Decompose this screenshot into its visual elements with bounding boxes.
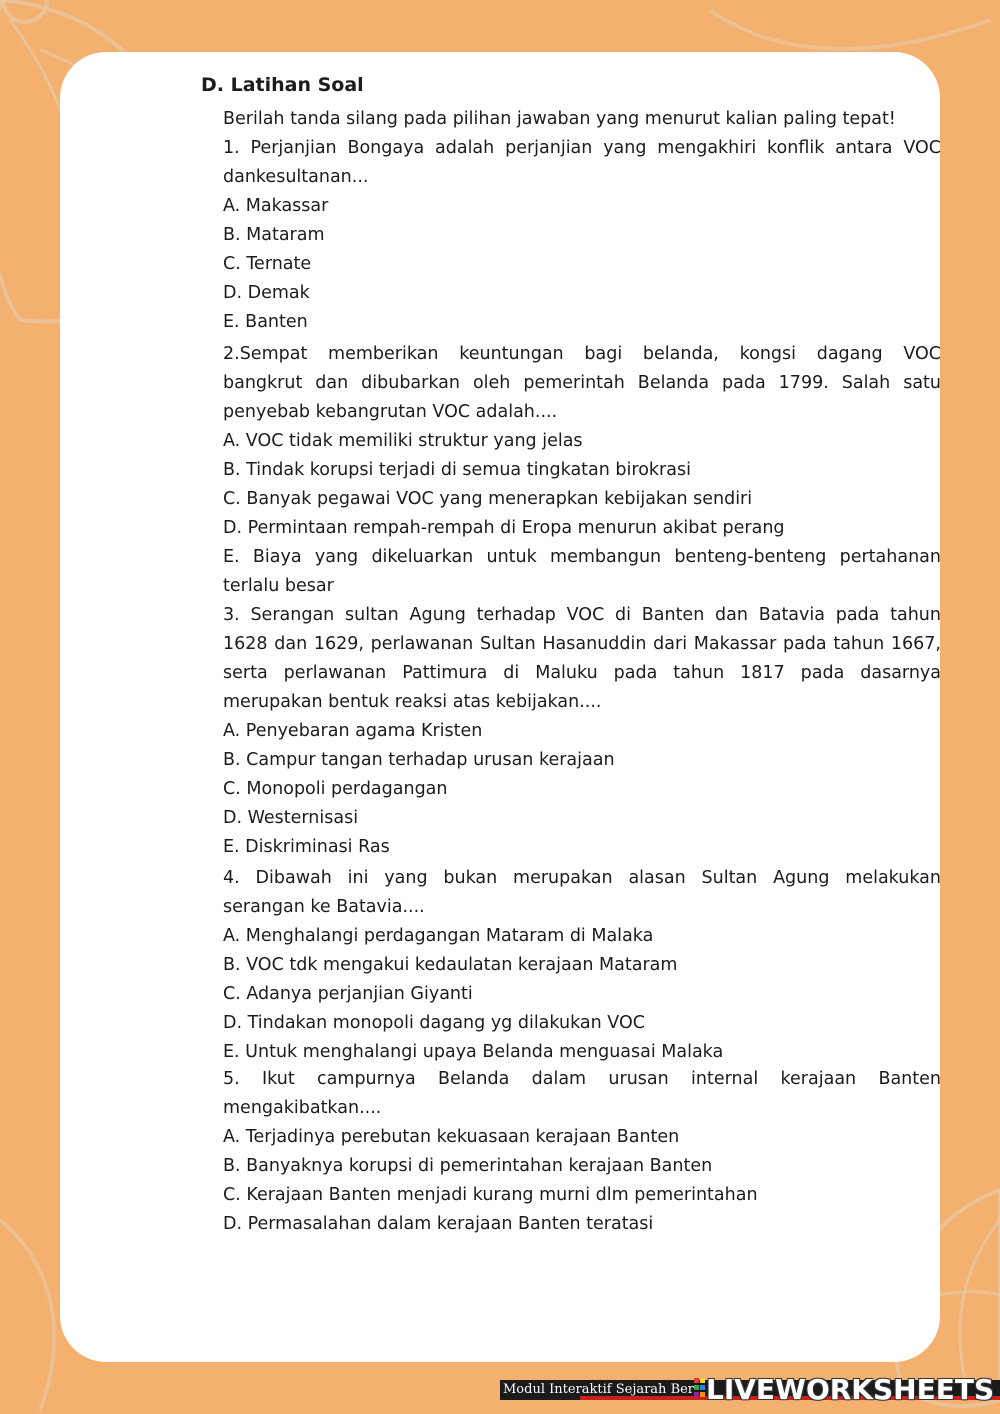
- text-line: C. Monopoli perdagangan: [223, 779, 448, 799]
- text-line: dankesultanan...: [223, 167, 369, 187]
- text-line: C. Adanya perjanjian Giyanti: [223, 984, 473, 1004]
- text-line: D. Tindakan monopoli dagang yg dilakukan VOC: [223, 1013, 645, 1033]
- text-line: A. Terjadinya perebutan kekuasaan kerajaan Banten: [223, 1127, 680, 1147]
- text-line: 5. Ikut campurnya Belanda dalam urusan internal kerajaan Banten: [223, 1069, 941, 1089]
- text-line: bangkrut dan dibubarkan oleh pemerintah Belanda pada 1799. Salah satu: [223, 373, 941, 393]
- text-line: B. Tindak korupsi terjadi di semua tingkatan birokrasi: [223, 460, 691, 480]
- text-line: D. Demak: [223, 283, 310, 303]
- text-line: 4. Dibawah ini yang bukan merupakan alasan Sultan Agung melakukan: [223, 868, 941, 888]
- text-line: penyebab kebangrutan VOC adalah....: [223, 402, 558, 422]
- text-line: B. Mataram: [223, 225, 325, 245]
- text-line: B. Banyaknya korupsi di pemerintahan kerajaan Banten: [223, 1156, 713, 1176]
- text-line: 2.Sempat memberikan keuntungan bagi belanda, kongsi dagang VOC: [223, 344, 941, 364]
- text-line: A. VOC tidak memiliki struktur yang jelas: [223, 431, 583, 451]
- text-line: merupakan bentuk reaksi atas kebijakan....: [223, 692, 602, 712]
- text-line: E. Diskriminasi Ras: [223, 837, 390, 857]
- text-line: E. Banten: [223, 312, 308, 332]
- text-line: mengakibatkan....: [223, 1098, 382, 1118]
- text-line: E. Biaya yang dikeluarkan untuk membangun benteng-benteng pertahanan: [223, 547, 941, 567]
- text-line: serangan ke Batavia....: [223, 897, 425, 917]
- text-line: terlalu besar: [223, 576, 334, 596]
- liveworksheets-logo: LIVEWORKSHEETS: [706, 1373, 995, 1406]
- text-line: A. Makassar: [223, 196, 329, 216]
- text-line: D. Permintaan rempah-rempah di Eropa menurun akibat perang: [223, 518, 785, 538]
- liveworksheets-squares-icon: [694, 1378, 706, 1404]
- text-line: 3. Serangan sultan Agung terhadap VOC di Banten dan Batavia pada tahun: [223, 605, 941, 625]
- text-line: B. Campur tangan terhadap urusan kerajaan: [223, 750, 615, 770]
- text-line: D. Permasalahan dalam kerajaan Banten teratasi: [223, 1214, 654, 1234]
- text-line: C. Ternate: [223, 254, 312, 274]
- text-line: D. Westernisasi: [223, 808, 359, 828]
- text-line: A. Menghalangi perdagangan Mataram di Malaka: [223, 926, 654, 946]
- text-line: B. VOC tdk mengakui kedaulatan kerajaan Mataram: [223, 955, 678, 975]
- text-line: C. Kerajaan Banten menjadi kurang murni dlm pemerintahan: [223, 1185, 758, 1205]
- text-line: Berilah tanda silang pada pilihan jawaban yang menurut kalian paling tepat!: [223, 109, 896, 129]
- text-line: 1. Perjanjian Bongaya adalah perjanjian yang mengakhiri konflik antara VOC: [223, 138, 941, 158]
- text-line: serta perlawanan Pattimura di Maluku pada tahun 1817 pada dasarnya: [223, 663, 941, 683]
- footer-module-title: Modul Interaktif Sejarah Ber: [503, 1382, 695, 1397]
- section-heading: D. Latihan Soal: [201, 74, 364, 96]
- text-line: 1628 dan 1629, perlawanan Sultan Hasanuddin dari Makassar pada tahun 1667,: [223, 634, 941, 654]
- text-line: A. Penyebaran agama Kristen: [223, 721, 483, 741]
- text-line: E. Untuk menghalangi upaya Belanda menguasai Malaka: [223, 1042, 724, 1062]
- text-line: C. Banyak pegawai VOC yang menerapkan kebijakan sendiri: [223, 489, 753, 509]
